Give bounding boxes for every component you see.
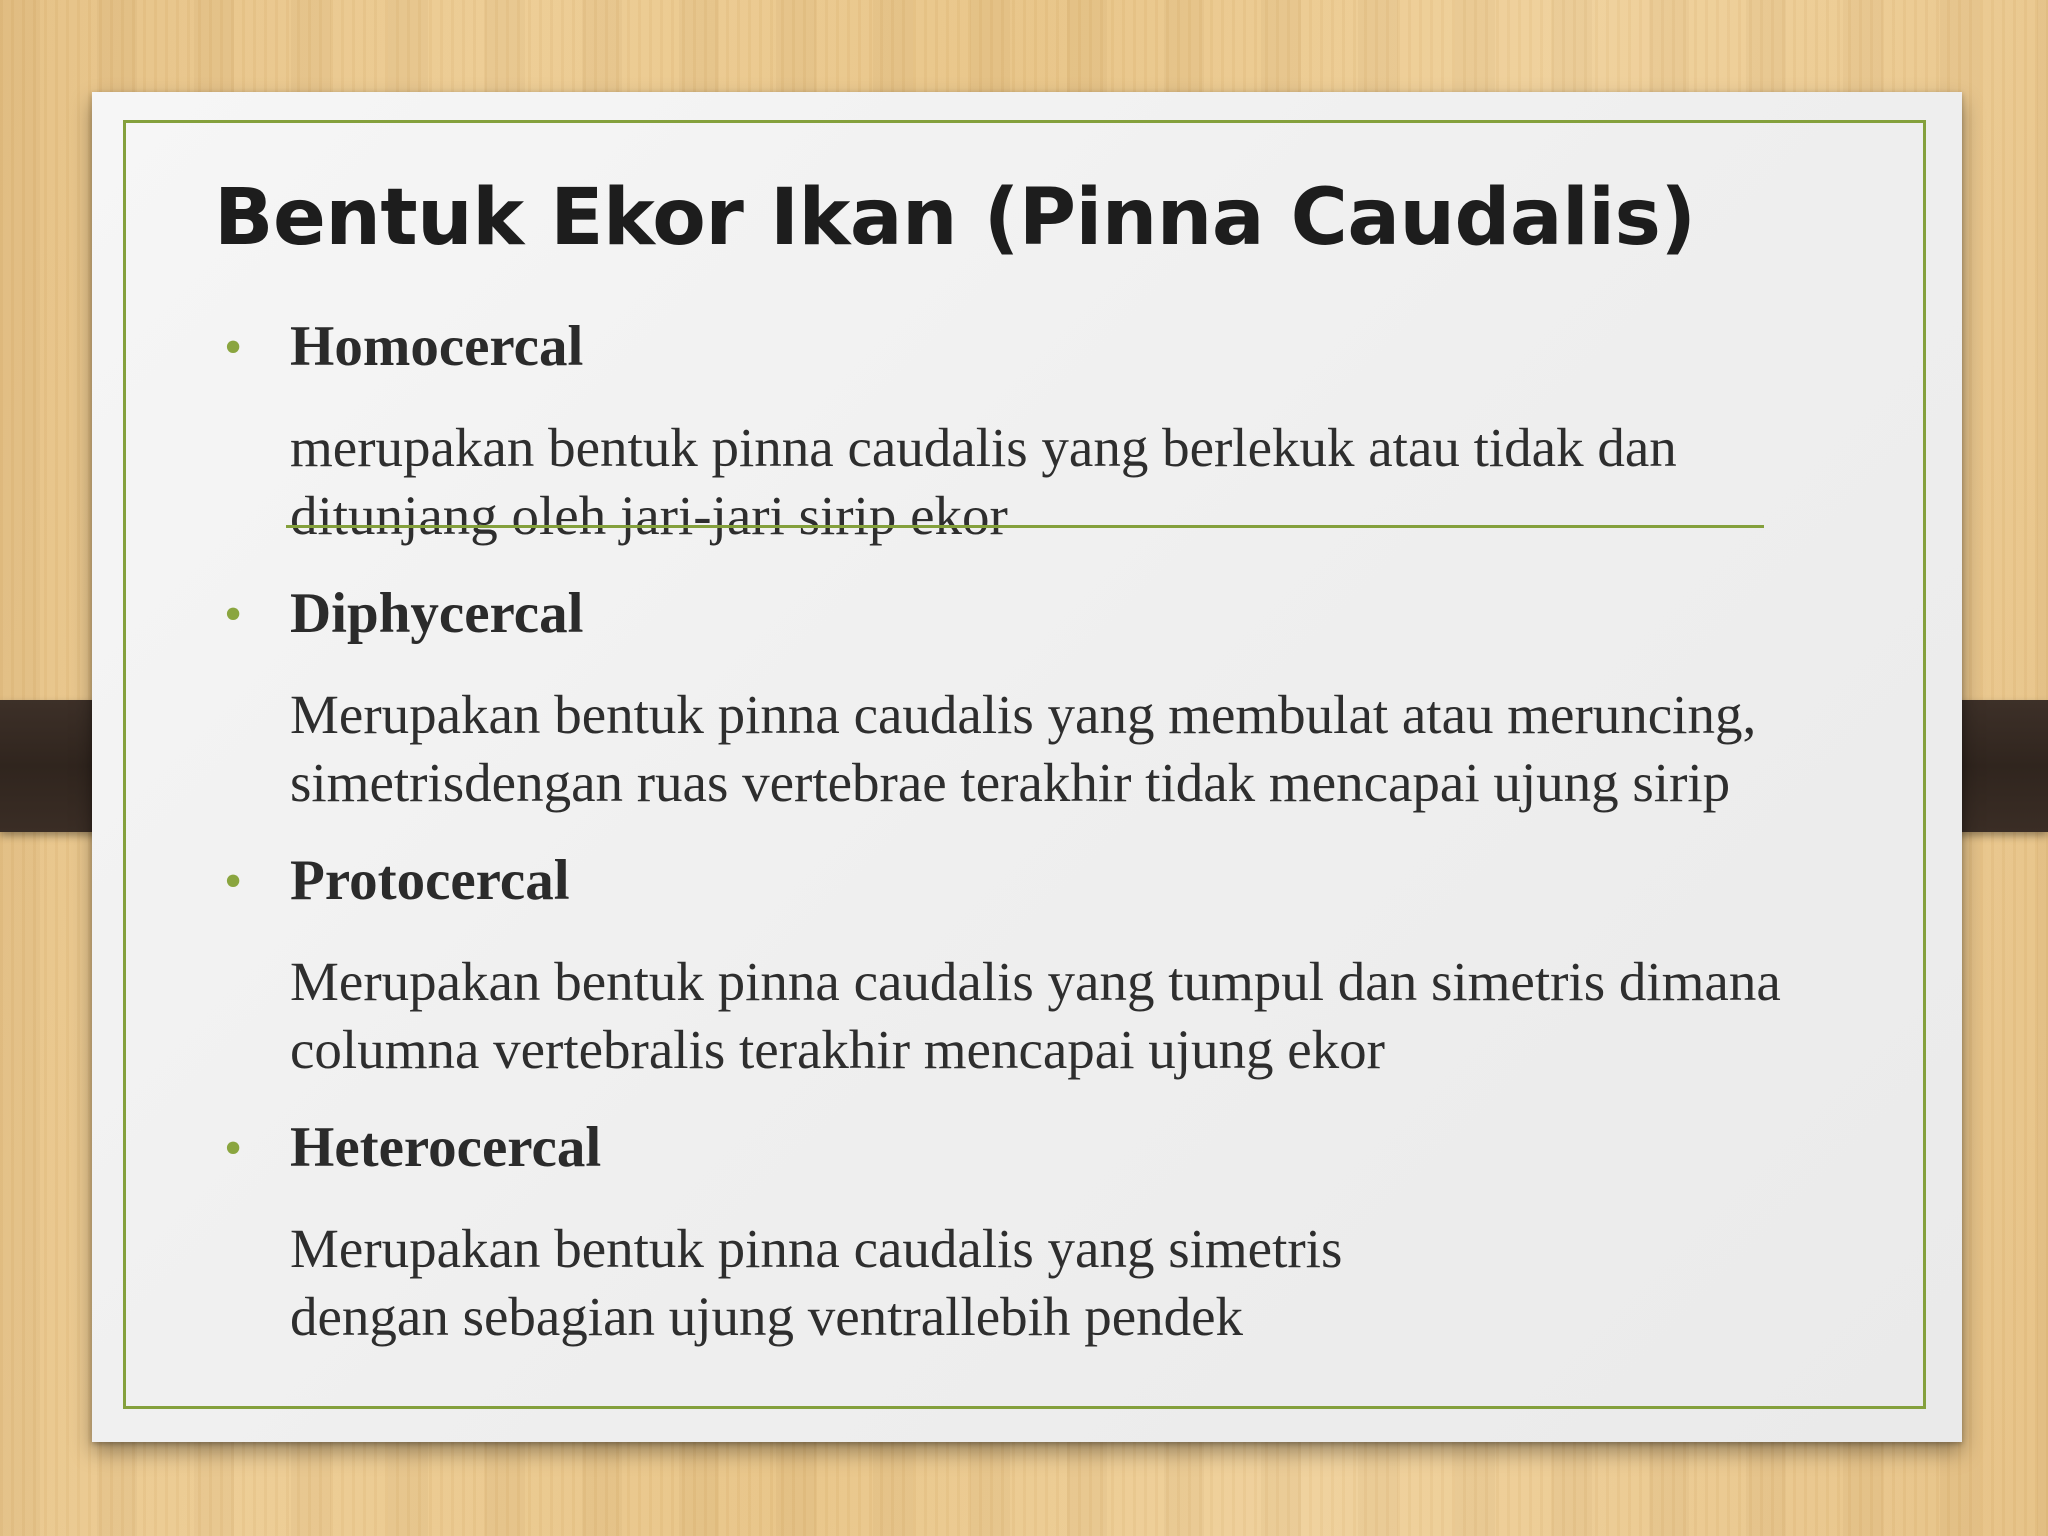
- bullet-icon: •: [224, 1120, 243, 1177]
- description-line: Merupakan bentuk pinna caudalis yang membulat atau meruncing,: [290, 684, 1757, 745]
- description-line: ditunjang oleh jari-jari sirip ekor: [290, 485, 1008, 546]
- description-line: Merupakan bentuk pinna caudalis yang tumpul dan simetris dimana: [290, 951, 1781, 1012]
- description-line: merupakan bentuk pinna caudalis yang berlekuk atau tidak dan: [290, 417, 1677, 478]
- description-line: columna vertebralis terakhir mencapai ujung ekor: [290, 1019, 1385, 1080]
- term-protocercal: Protocercal: [290, 849, 570, 912]
- description-line: simetrisdengan ruas vertebrae terakhir tidak mencapai ujung sirip: [290, 752, 1731, 813]
- description-homocercal: [290, 414, 1970, 550]
- term-diphycercal: Diphycercal: [290, 582, 584, 645]
- bullet-icon: •: [224, 319, 243, 376]
- term-homocercal: Homocercal: [290, 315, 584, 378]
- description-protocercal: [290, 948, 1970, 1084]
- divider-line: [286, 525, 1764, 528]
- bullet-icon: •: [224, 586, 243, 643]
- description-heterocercal: [290, 1215, 1970, 1351]
- slide-title: Bentuk Ekor Ikan (Pinna Caudalis): [214, 173, 1696, 263]
- term-heterocercal: Heterocercal: [290, 1116, 602, 1179]
- bullet-icon: •: [224, 853, 243, 910]
- description-line: Merupakan bentuk pinna caudalis yang simetris: [290, 1218, 1343, 1279]
- description-diphycercal: [290, 681, 1970, 817]
- description-line: dengan sebagian ujung ventrallebih pendek: [290, 1286, 1244, 1347]
